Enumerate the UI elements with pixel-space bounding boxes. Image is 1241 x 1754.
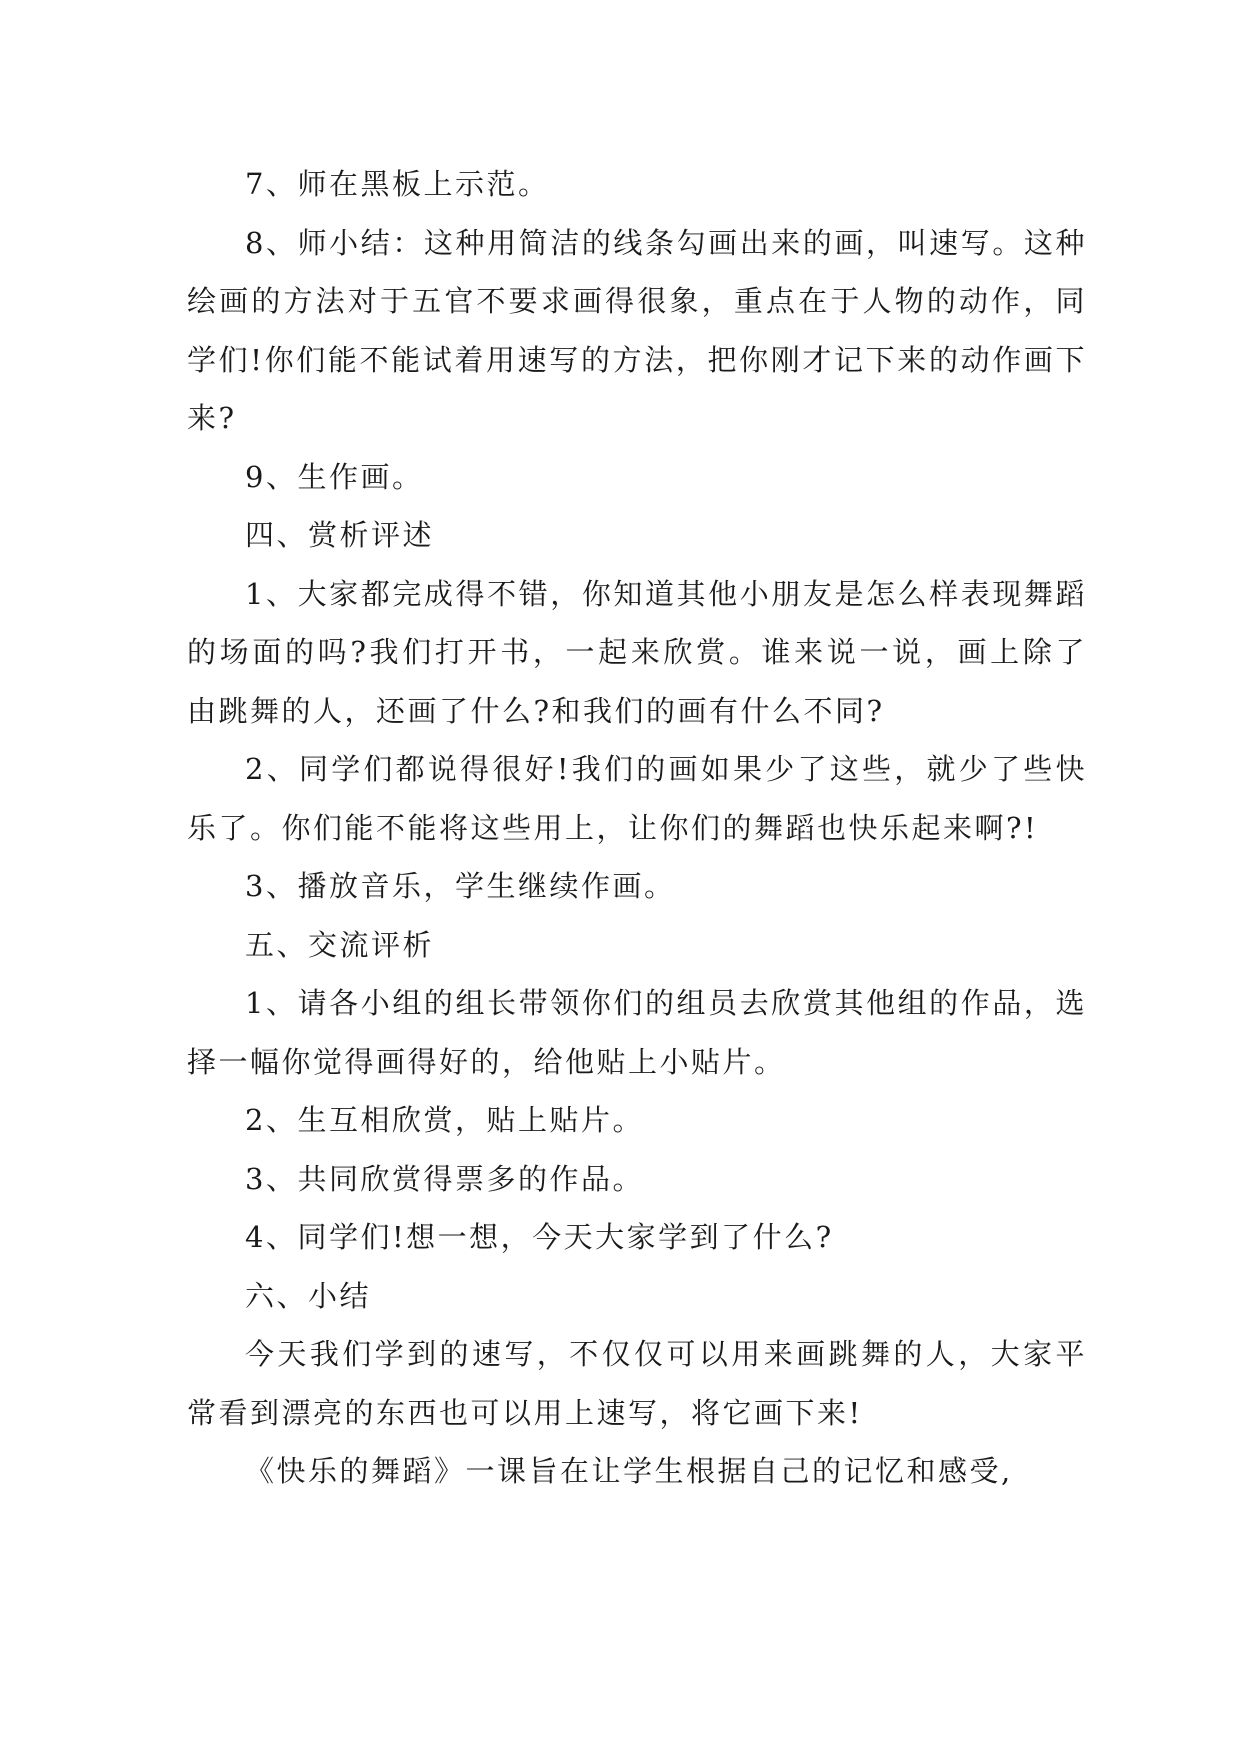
paragraph-5-1: 1、请各小组的组长带领你们的组员去欣赏其他组的作品，选择一幅你觉得画得好的，给他贴上小贴片。: [187, 986, 1087, 1079]
paragraph-step-8: 8、师小结：这种用简洁的线条勾画出来的画，叫速写。这种绘画的方法对于五官不要求画得很象，重点在于人物的动作，同学们!你们能不能试着用速写的方法，把你刚才记下来的动作画下来?: [187, 225, 1087, 435]
paragraph-reflection: 《快乐的舞蹈》一课旨在让学生根据自己的记忆和感受,: [245, 1454, 1013, 1488]
section-heading-6: 六、小结: [245, 1278, 372, 1313]
paragraph-step-9: 9、生作画。: [245, 459, 424, 494]
paragraph-4-2: 2、同学们都说得很好!我们的画如果少了这些，就少了些快乐了。你们能不能将这些用上，让你们的舞蹈也快乐起来啊?!: [187, 752, 1087, 845]
paragraph-5-2: 2、生互相欣赏，贴上贴片。: [245, 1103, 644, 1137]
paragraph-4-1: 1、大家都完成得不错，你知道其他小朋友是怎么样表现舞蹈的场面的吗?我们打开书，一起来欣赏。谁来说一说，画上除了由跳舞的人，还画了什么?和我们的画有什么不同?: [187, 576, 1087, 728]
paragraph-4-3: 3、播放音乐，学生继续作画。: [245, 869, 676, 903]
section-heading-5: 五、交流评析: [245, 927, 435, 962]
section-heading-4: 四、赏析评述: [245, 518, 435, 552]
paragraph-5-4: 4、同学们!想一想，今天大家学到了什么?: [245, 1220, 834, 1254]
paragraph-5-3: 3、共同欣赏得票多的作品。: [245, 1161, 644, 1196]
paragraph-step-7: 7、师在黑板上示范。: [245, 167, 550, 201]
paragraph-summary: 今天我们学到的速写，不仅仅可以用来画跳舞的人，大家平常看到漂亮的东西也可以用上速写，将它画下来!: [187, 1337, 1087, 1430]
document-body: [187, 155, 1087, 1501]
